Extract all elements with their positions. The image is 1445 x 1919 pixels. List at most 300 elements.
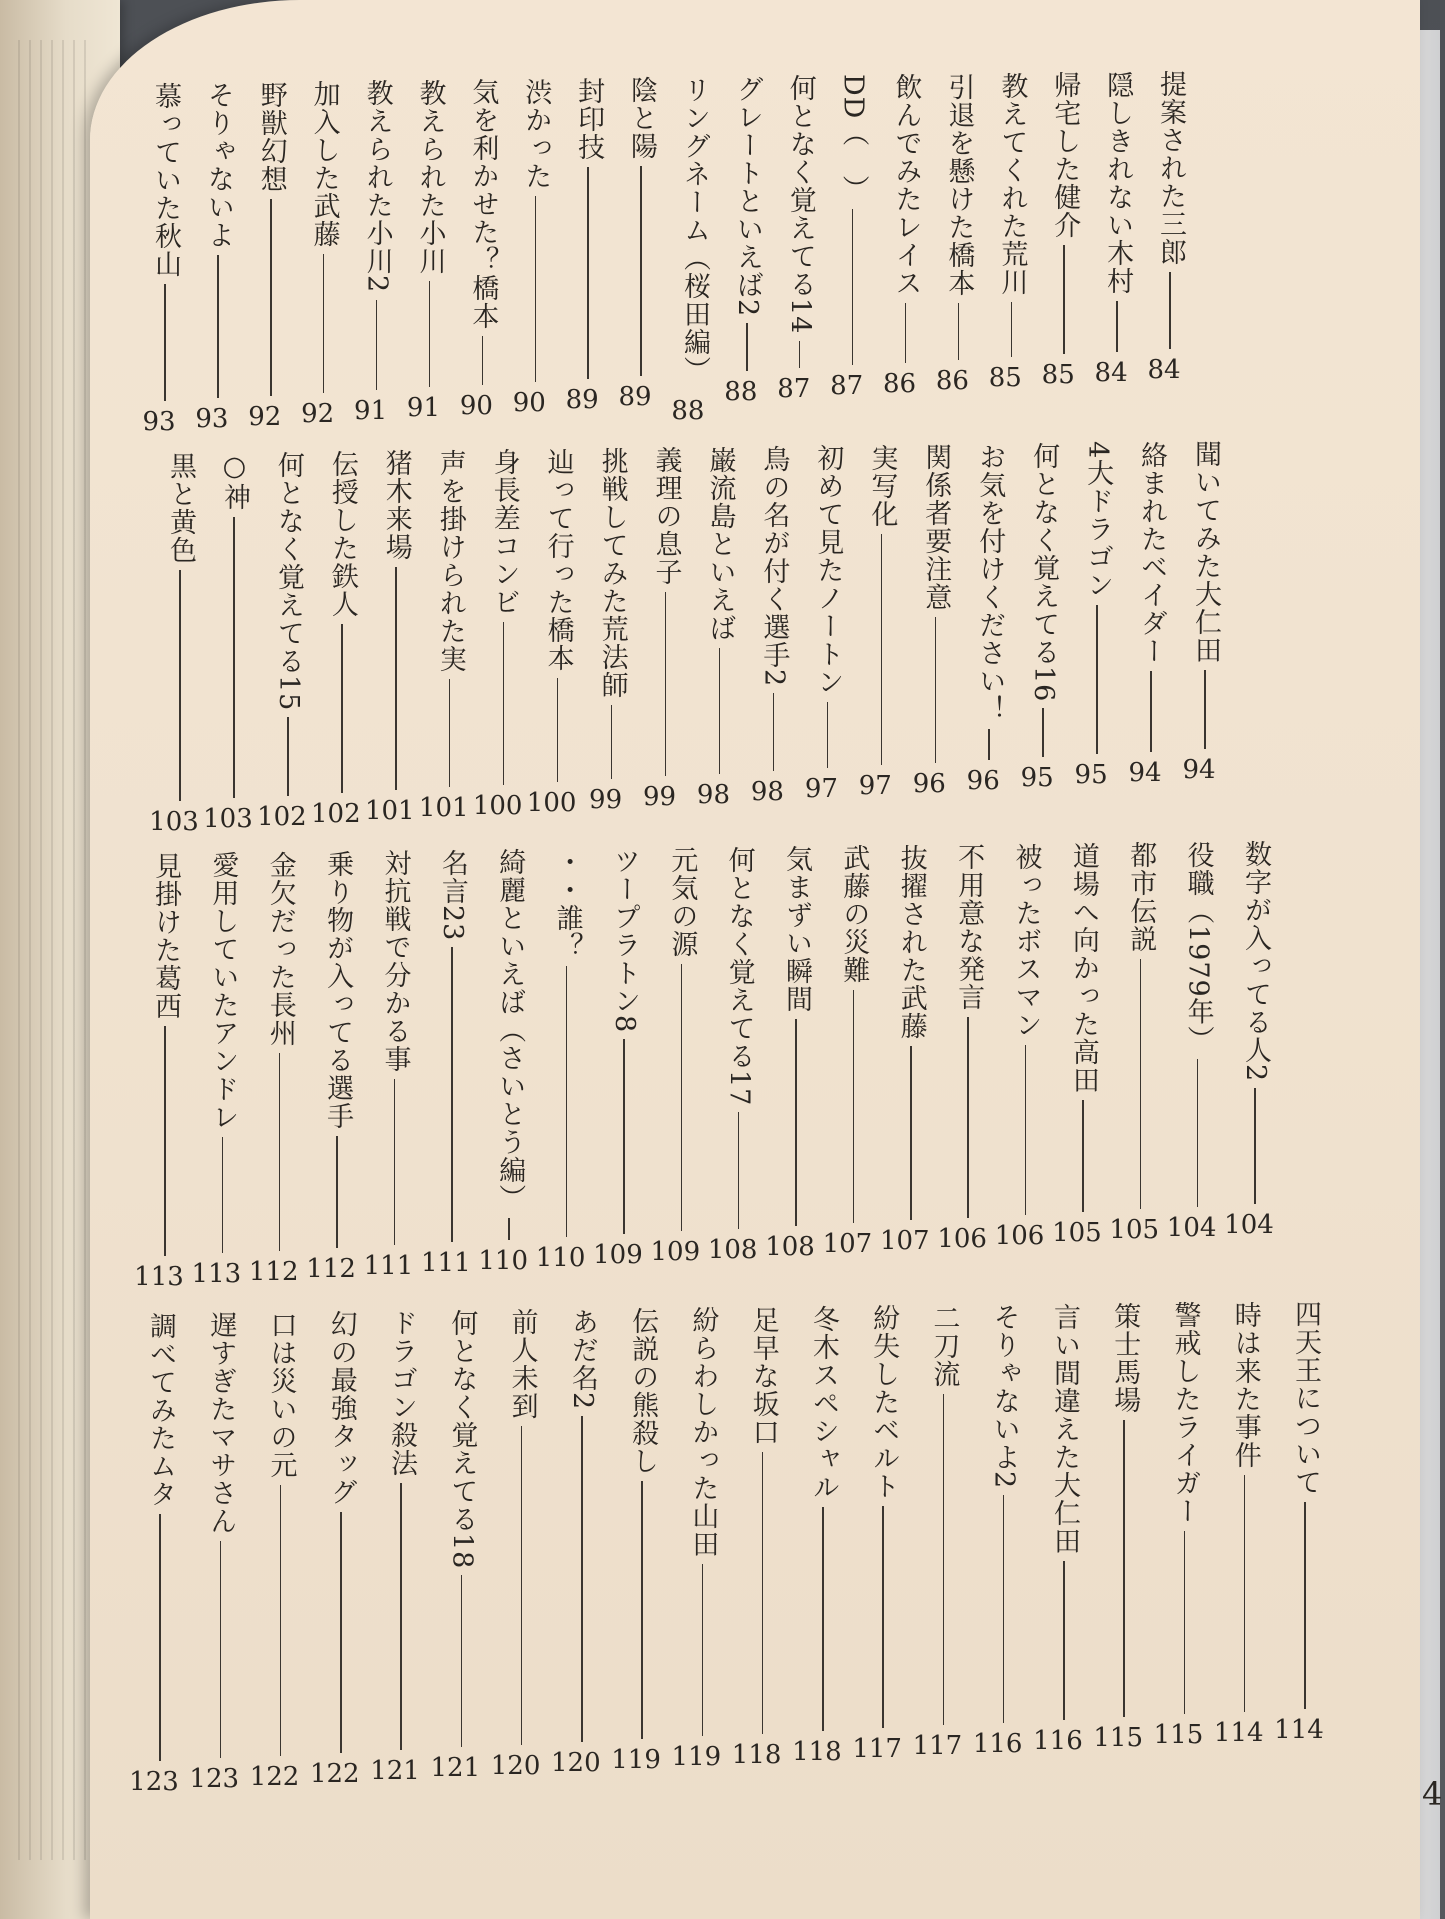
previous-page-text-blur (18, 40, 88, 1860)
toc-entry-page: 115 (1093, 1723, 1144, 1754)
toc-leader-line (882, 1506, 884, 1728)
toc-leader-line (159, 1514, 161, 1761)
toc-entry (149, 452, 200, 837)
toc-leader-line (1063, 245, 1065, 354)
toc-entry-title: 紛失したベルト (868, 1304, 900, 1501)
toc-entry (1020, 441, 1063, 794)
toc-entry-page: 99 (589, 785, 623, 816)
toc-entry-page: 108 (765, 1231, 815, 1262)
toc-entry (937, 843, 988, 1254)
toc-entry-title: 関係者要注意 (920, 443, 952, 612)
toc-entry-title: 声を掛けられた実 (434, 448, 466, 673)
toc-entry (1147, 70, 1190, 385)
toc-entry (1052, 841, 1103, 1249)
toc-entry-page: 102 (311, 798, 361, 829)
toc-entry-title: 数字が入ってる人2 (1240, 840, 1271, 1083)
toc-entry (189, 1311, 240, 1795)
toc-entry (750, 445, 793, 807)
toc-entry-title: 気を利かせた？橋本 (467, 78, 499, 331)
toc-entry (195, 81, 238, 435)
toc-entry-title: 辿って行った橋本 (542, 447, 574, 672)
toc-leader-line (394, 1079, 396, 1245)
toc-entry (879, 843, 931, 1257)
toc-entry-title: 気まずい瞬間 (781, 845, 813, 1014)
toc-entry-page: 103 (149, 807, 199, 837)
toc-entry-title: DD（ ） (837, 73, 869, 204)
toc-entry (650, 846, 701, 1268)
toc-leader-line (482, 336, 484, 384)
toc-entry (731, 1305, 783, 1770)
toc-entry (1041, 71, 1084, 391)
toc-leader-line (429, 281, 431, 387)
toc-entry (671, 75, 714, 426)
toc-entry-page: 89 (618, 382, 652, 413)
toc-entry-page: 114 (1274, 1715, 1324, 1745)
toc-entry-title: 名言23 (436, 848, 468, 942)
toc-entry-page: 116 (1033, 1725, 1083, 1756)
toc-entry-title: 教えられた小川 (414, 78, 446, 275)
toc-leader-line (641, 1481, 643, 1739)
toc-entry-title: 冬木スペシャル (807, 1305, 839, 1502)
toc-entry-page: 100 (526, 787, 577, 818)
toc-entry-page: 117 (852, 1734, 902, 1765)
toc-entry (1109, 841, 1160, 1246)
toc-leader-line (681, 964, 683, 1231)
toc-entry-title: 見掛けた葛西 (150, 852, 181, 1020)
toc-entry-page: 104 (1224, 1210, 1274, 1240)
toc-leader-line (827, 702, 829, 768)
toc-entry-title: 何となく覚えてる15 (272, 450, 304, 712)
toc-entry (792, 1305, 843, 1767)
toc-leader-line (587, 167, 589, 379)
toc-entry-title: 挑戦してみた荒法師 (596, 446, 628, 699)
toc-entry (459, 78, 502, 421)
toc-entry-page: 120 (551, 1747, 601, 1778)
toc-entry-page: 84 (1094, 357, 1128, 388)
toc-entry (406, 78, 449, 424)
toc-entry-title: 前人未到 (506, 1308, 538, 1421)
toc-leader-line (1116, 301, 1118, 352)
toc-entry-page: 106 (994, 1220, 1045, 1251)
toc-entry-page: 88 (671, 395, 705, 426)
toc-leader-line (400, 1483, 402, 1750)
toc-leader-line (1184, 1531, 1186, 1714)
toc-leader-line (1082, 1100, 1084, 1212)
toc-entry-page: 112 (306, 1253, 356, 1284)
toc-entry (430, 1308, 481, 1784)
toc-entry-title: 不用意な発言 (953, 843, 985, 1012)
toc-entry-title: 二刀流 (928, 1303, 960, 1388)
toc-entry-title: 警戒したライガー (1169, 1301, 1201, 1526)
toc-entry-title: そりゃないよ2 (988, 1303, 1020, 1490)
toc-leader-line (336, 1136, 338, 1248)
toc-entry-page: 107 (879, 1226, 930, 1257)
toc-entry-title: 4大ドラゴン (1082, 441, 1114, 600)
toc-entry-title: 役職（1979年） (1182, 840, 1214, 1054)
toc-leader-line (1123, 1420, 1125, 1717)
toc-entry-page: 86 (882, 368, 917, 399)
toc-leader-line (935, 617, 937, 763)
toc-leader-line (1197, 1059, 1199, 1206)
toc-entry-title: 黒と黄色 (165, 452, 196, 564)
toc-entry (306, 850, 357, 1284)
toc-entry-title: 飲んでみたレイス (890, 73, 922, 298)
toc-entry-page: 116 (972, 1728, 1023, 1759)
toc-entry-page: 119 (671, 1742, 722, 1773)
toc-entry (565, 76, 608, 416)
toc-entry-page: 101 (418, 793, 469, 824)
toc-entry-page: 111 (421, 1248, 471, 1279)
toc-entry-title: 調べてみたムタ (145, 1312, 176, 1508)
toc-entry-title: 四天王について (1290, 1300, 1321, 1496)
toc-entry-title: 伝説の熊殺し (627, 1306, 659, 1475)
toc-entry (618, 76, 661, 413)
toc-entry-page: 118 (731, 1739, 782, 1770)
toc-entry (354, 79, 397, 427)
toc-leader-line (1063, 1561, 1065, 1720)
toc-entry-page: 107 (822, 1229, 873, 1260)
toc-entry (1166, 840, 1218, 1243)
toc-leader-line (535, 196, 537, 382)
toc-entry (1153, 1301, 1204, 1751)
toc-entry (364, 449, 416, 827)
toc-leader-line (852, 209, 854, 365)
toc-entry-title: 引退を懸けた橋本 (943, 72, 975, 297)
toc-entry (472, 448, 524, 821)
toc-entry-page: 85 (1041, 360, 1075, 391)
toc-entry-title: 慕っていた秋山 (150, 82, 181, 278)
toc-entry-page: 122 (309, 1758, 360, 1789)
toc-entry (882, 73, 926, 399)
toc-entry (777, 74, 820, 405)
toc-leader-line (164, 1026, 166, 1256)
toc-entry (551, 1307, 602, 1778)
toc-entry (1182, 440, 1225, 785)
toc-entry (1094, 70, 1137, 388)
toc-entry-page: 99 (642, 782, 677, 813)
toc-leader-line (640, 166, 642, 376)
toc-leader-line (623, 1039, 625, 1234)
toc-entry (972, 1303, 1024, 1759)
toc-leader-line (905, 303, 907, 363)
toc-entry-page: 96 (966, 765, 1000, 796)
toc-leader-line (1003, 1495, 1005, 1722)
toc-leader-line (557, 678, 559, 782)
toc-entry-title: 策士馬場 (1109, 1301, 1141, 1414)
toc-entry-title: グレートといえば2 (731, 75, 763, 318)
toc-leader-line (762, 1452, 764, 1734)
toc-entry-page: 86 (935, 365, 969, 396)
toc-entry (707, 845, 759, 1265)
toc-entry-page: 93 (195, 404, 229, 435)
toc-entry-title: 道場へ向かった高田 (1067, 841, 1099, 1094)
toc-leader-line (799, 341, 801, 368)
toc-entry-page: 118 (792, 1736, 842, 1767)
toc-entry-page: 113 (191, 1259, 242, 1290)
toc-leader-line (270, 199, 272, 396)
toc-page (90, 0, 1420, 1919)
toc-leader-line (1096, 605, 1098, 754)
toc-entry (129, 1312, 180, 1797)
toc-entry-title: 都市伝説 (1125, 841, 1157, 954)
toc-leader-line (503, 622, 505, 784)
toc-leader-line (164, 284, 166, 401)
toc-entry-title: 何となく覚えてる18 (446, 1308, 478, 1570)
toc-entry-title: 時は来た事件 (1229, 1300, 1261, 1469)
toc-entry-page: 123 (129, 1767, 179, 1797)
toc-leader-line (341, 624, 343, 793)
toc-entry-page: 85 (988, 363, 1022, 394)
toc-entry (309, 1310, 361, 1789)
toc-entry-title: 金欠だった長州 (264, 850, 296, 1047)
toc-entry-page: 117 (912, 1731, 963, 1762)
toc-entry (370, 1309, 421, 1787)
toc-entry (1128, 440, 1171, 788)
toc-entry-page: 88 (724, 376, 758, 407)
toc-entry-page: 87 (777, 374, 811, 405)
toc-entry-title: 抜擢された武藤 (895, 843, 927, 1040)
toc-entry-page: 94 (1128, 757, 1162, 788)
toc-entry (988, 71, 1031, 394)
toc-entry (512, 77, 555, 418)
toc-entry-title: 対抗戦で分かる事 (379, 849, 411, 1074)
toc-entry (935, 72, 978, 396)
toc-entry-title: 被ったボスマン (1010, 842, 1042, 1039)
toc-entry-page: 121 (370, 1756, 420, 1787)
toc-entry-title: 足早な坂口 (747, 1305, 779, 1446)
toc-entry-title: 義理の息子 (650, 446, 682, 587)
toc-entry-page: 113 (134, 1262, 184, 1292)
toc-entry-title: 元気の源 (666, 846, 698, 959)
toc-entry (1274, 1300, 1325, 1745)
toc-entry-title: 陰と陽 (626, 76, 658, 161)
toc-entry (526, 447, 578, 818)
toc-entry-page: 111 (363, 1251, 414, 1282)
toc-entry (1074, 441, 1117, 791)
toc-entry-title: 実写化 (866, 443, 898, 528)
toc-leader-line (1140, 959, 1142, 1209)
toc-entry-page: 115 (1153, 1720, 1204, 1751)
toc-entry-page: 97 (804, 774, 838, 805)
toc-entry-page: 87 (830, 371, 864, 402)
toc-entry-title: 封印技 (573, 76, 605, 161)
toc-entry-page: 120 (490, 1750, 541, 1781)
toc-entry (1224, 840, 1275, 1240)
toc-leader-line (719, 648, 721, 774)
toc-entry-page: 95 (1020, 763, 1054, 794)
toc-entry-title: 何となく覚えてる16 (1028, 441, 1060, 703)
toc-entry (852, 1304, 903, 1765)
toc-entry-page: 92 (248, 401, 282, 432)
toc-entry-title: 言い間違えた大仁田 (1048, 1302, 1080, 1555)
toc-entry (994, 842, 1046, 1251)
toc-entry (191, 851, 242, 1290)
toc-leader-line (395, 567, 397, 790)
toc-entry (1033, 1302, 1084, 1756)
toc-leader-line (340, 1512, 342, 1753)
toc-entry (301, 80, 344, 429)
toc-leader-line (943, 1394, 945, 1726)
toc-entry-title: 絡まれたベイダー (1136, 440, 1168, 665)
toc-entry-title: 猪木来場 (380, 449, 412, 562)
toc-entry-title: 遅すぎたマサさん (205, 1311, 237, 1536)
toc-leader-line (451, 947, 453, 1242)
toc-entry-title: 鳥の名が付く選手2 (758, 445, 790, 688)
toc-entry-page: 89 (565, 385, 599, 416)
toc-entry (311, 450, 362, 829)
toc-leader-line (217, 255, 219, 398)
toc-entry-page: 91 (406, 393, 441, 424)
toc-entry-title: ツープラトン8 (608, 846, 640, 1034)
toc-leader-line (521, 1426, 523, 1744)
toc-entry (249, 1310, 301, 1792)
toc-leader-line (665, 592, 667, 776)
toc-leader-line (1042, 708, 1044, 757)
toc-entry-page: 114 (1213, 1717, 1264, 1748)
toc-entry-title: 教えられた小川2 (361, 79, 393, 294)
toc-leader-line (566, 966, 568, 1237)
toc-entry-page: 103 (203, 804, 253, 835)
toc-entry (696, 445, 739, 810)
toc-entry-page: 95 (1074, 760, 1108, 791)
toc-entry (134, 852, 185, 1292)
toc-leader-line (581, 1416, 583, 1742)
toc-entry (478, 848, 529, 1276)
toc-entry-page: 106 (937, 1223, 987, 1254)
toc-entry (611, 1306, 662, 1776)
toc-entry-title: 帰宅した健介 (1049, 71, 1081, 240)
toc-leader-line (1244, 1475, 1246, 1712)
toc-entry-title: ・・誰？ (551, 847, 583, 960)
toc-entry-page: 104 (1166, 1212, 1217, 1243)
toc-entry (203, 451, 254, 835)
toc-leader-line (738, 1112, 740, 1229)
toc-entry-page: 93 (142, 407, 176, 437)
toc-entry-page: 100 (472, 790, 523, 821)
toc-leader-line (233, 517, 235, 798)
toc-entry (257, 450, 308, 832)
toc-entry-title: 提案された三郎 (1155, 70, 1186, 266)
toc-entry (912, 443, 955, 799)
toc-entry (490, 1308, 542, 1781)
toc-leader-line (1254, 1088, 1256, 1204)
toc-leader-line (1150, 671, 1152, 752)
toc-entry-page: 92 (301, 398, 335, 429)
toc-entry-title: 綺麗といえば（さいとう編） (494, 848, 526, 1213)
toc-leader-line (222, 1137, 224, 1253)
toc-entry-title: 愛用していたアンドレ (207, 851, 239, 1132)
toc-entry (830, 73, 873, 402)
toc-entry-page: 122 (249, 1761, 300, 1792)
toc-entry-title: 何となく覚えてる17 (723, 845, 755, 1107)
toc-leader-line (279, 1053, 281, 1251)
toc-leader-line (376, 300, 378, 390)
toc-entry-title: 巌流島といえば (704, 445, 736, 642)
toc-entry (765, 845, 816, 1262)
toc-entry (642, 446, 686, 813)
toc-entry-title: ドラゴン殺法 (386, 1309, 418, 1478)
toc-leader-line (449, 679, 451, 787)
toc-entry (248, 80, 291, 432)
toc-entry-title: 武藤の災難 (838, 844, 870, 985)
toc-entry-title: 渋かった (520, 77, 552, 190)
toc-entry-page: 105 (1109, 1215, 1160, 1246)
toc-entry-page: 96 (912, 768, 946, 799)
toc-entry-title: あだ名2 (566, 1307, 598, 1410)
toc-entry-title: 野獣幻想 (255, 80, 287, 193)
toc-entry (535, 847, 587, 1273)
toc-entry-title: お気を付けください！ (974, 442, 1006, 723)
toc-entry-page: 97 (858, 771, 892, 802)
toc-entry (822, 844, 873, 1260)
toc-entry-title: 初めて見たノートン (812, 444, 844, 697)
toc-entry-page: 91 (354, 396, 388, 427)
toc-entry (142, 82, 185, 437)
toc-leader-line (746, 323, 748, 371)
toc-entry (1213, 1300, 1265, 1748)
toc-leader-line (1025, 1045, 1027, 1215)
toc-entry-page: 121 (430, 1753, 481, 1784)
toc-entry (248, 850, 300, 1287)
toc-entry-title: 紛らわしかった山田 (687, 1306, 719, 1559)
toc-leader-line (1204, 670, 1206, 749)
toc-leader-line (323, 254, 325, 393)
toc-entry-page: 108 (707, 1234, 758, 1265)
toc-entry-title: 身長差コンビ (488, 448, 520, 617)
toc-entry-page: 109 (593, 1240, 643, 1271)
toc-leader-line (179, 570, 181, 801)
toc-entry-page: 110 (535, 1242, 586, 1273)
toc-entry (671, 1306, 722, 1773)
toc-entry (804, 444, 847, 805)
toc-leader-line (461, 1575, 463, 1747)
toc-entry-title: リングネーム（桜田編） (678, 75, 710, 384)
toc-leader-line (881, 534, 883, 766)
toc-leader-line (988, 729, 990, 760)
toc-entry-title: 教えてくれた荒川 (996, 71, 1028, 296)
toc-entry-page: 109 (650, 1237, 701, 1268)
toc-entry-page: 84 (1147, 355, 1181, 385)
toc-entry-title: 幻の最強タッグ (325, 1310, 357, 1507)
toc-entry (593, 846, 644, 1271)
toc-leader-line (1304, 1502, 1306, 1709)
toc-leader-line (220, 1541, 222, 1758)
toc-entry (724, 75, 767, 407)
toc-leader-line (1011, 302, 1013, 357)
toc-entry-title: 口は災いの元 (265, 1310, 297, 1479)
toc-leader-line (611, 705, 613, 779)
toc-entry-page: 94 (1182, 755, 1216, 785)
toc-entry-title: 乗り物が入ってる選手 (322, 850, 354, 1131)
toc-entry-title: 何となく覚えてる14 (784, 74, 816, 335)
toc-entry (966, 442, 1009, 796)
toc-entry-page: 98 (696, 779, 731, 810)
toc-leader-line (795, 1019, 797, 1226)
toc-entry-page: 90 (512, 387, 546, 418)
toc-leader-line (910, 1046, 912, 1221)
toc-leader-line (773, 693, 775, 771)
toc-entry (912, 1303, 963, 1762)
toc-entry-page: 101 (364, 796, 415, 827)
toc-entry-page: 90 (459, 390, 493, 421)
toc-entry (363, 849, 414, 1282)
toc-entry (858, 443, 901, 802)
toc-leader-line (702, 1564, 704, 1736)
toc-leader-line (287, 717, 289, 795)
toc-entry-page: 102 (257, 801, 307, 832)
toc-entry (1093, 1301, 1144, 1754)
toc-leader-line (967, 1017, 969, 1218)
